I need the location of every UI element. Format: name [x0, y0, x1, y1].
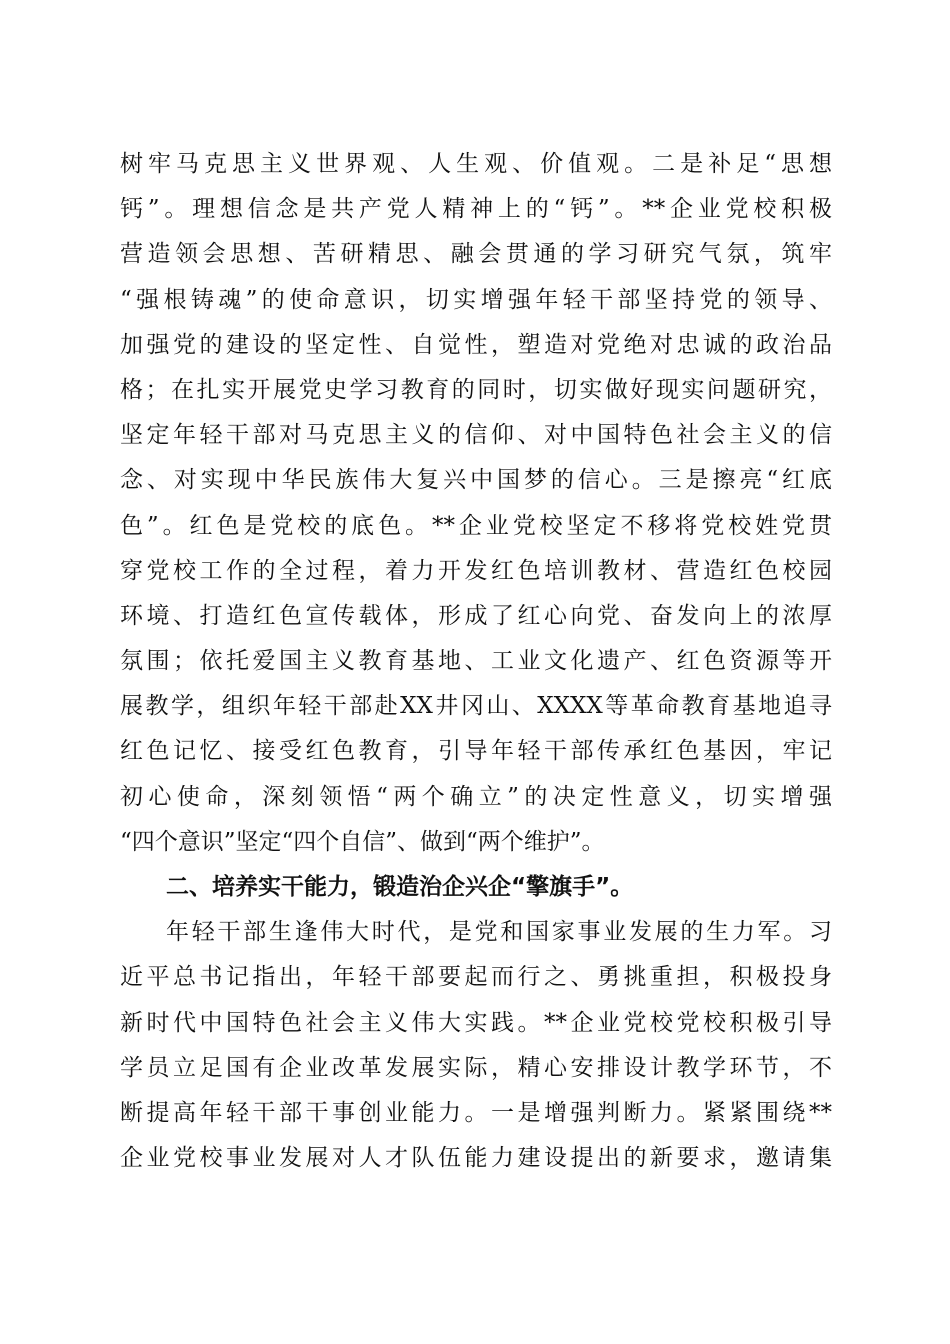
text-line: 钙”。理想信念是共产党人精神上的“钙”。**企业党校积极 [120, 196, 832, 223]
text-line: “四个意识”坚定“四个自信”、做到“两个维护”。 [120, 828, 605, 855]
text-line: 营造领会思想、苦研精思、融会贯通的学习研究气氛，筑牢 [120, 241, 832, 268]
text-line: 企业党校事业发展对人才队伍能力建设提出的新要求，邀请集 [120, 1145, 832, 1172]
text-line: 穿党校工作的全过程，着力开发红色培训教材、营造红色校园 [120, 557, 832, 584]
text-line: 学员立足国有企业改革发展实际，精心安排设计教学环节，不 [120, 1054, 832, 1081]
section-heading: 二、培养实干能力，锻造治企兴企“擎旗手”。 [166, 874, 634, 900]
text-line: 展教学，组织年轻干部赴XX井冈山、XXXX等革命教育基地追寻 [120, 693, 832, 720]
document-body [120, 142, 832, 1181]
text-line: 新时代中国特色社会主义伟大实践。**企业党校党校积极引导 [120, 1009, 832, 1036]
text-line: 树牢马克思主义世界观、人生观、价值观。二是补足“思想 [120, 151, 832, 177]
text-line: 初心使命，深刻领悟“两个确立”的决定性意义，切实增强 [120, 783, 832, 810]
text-line: 格；在扎实开展党史学习教育的同时，切实做好现实问题研究， [120, 376, 832, 403]
text-line: 坚定年轻干部对马克思主义的信仰、对中国特色社会主义的信 [120, 422, 832, 449]
text-line: 加强党的建设的坚定性、自觉性，塑造对党绝对忠诚的政治品 [120, 331, 832, 358]
text-line: 氛围；依托爱国主义教育基地、工业文化遗产、红色资源等开 [120, 648, 832, 675]
text-line: 年轻干部生逢伟大时代，是党和国家事业发展的生力军。习 [166, 919, 832, 946]
text-line: 断提高年轻干部干事创业能力。一是增强判断力。紧紧围绕** [120, 1099, 832, 1126]
text-line: 色”。红色是党校的底色。**企业党校坚定不移将党校姓党贯 [120, 512, 832, 539]
text-line: “强根铸魂”的使命意识，切实增强年轻干部坚持党的领导、 [120, 286, 832, 313]
text-line: 环境、打造红色宣传载体，形成了红心向党、奋发向上的浓厚 [120, 602, 832, 629]
text-line: 红色记忆、接受红色教育，引导年轻干部传承红色基因，牢记 [120, 738, 832, 765]
text-line: 近平总书记指出，年轻干部要起而行之、勇挑重担，积极投身 [120, 964, 832, 991]
text-line: 念、对实现中华民族伟大复兴中国梦的信心。三是擦亮“红底 [120, 467, 832, 494]
